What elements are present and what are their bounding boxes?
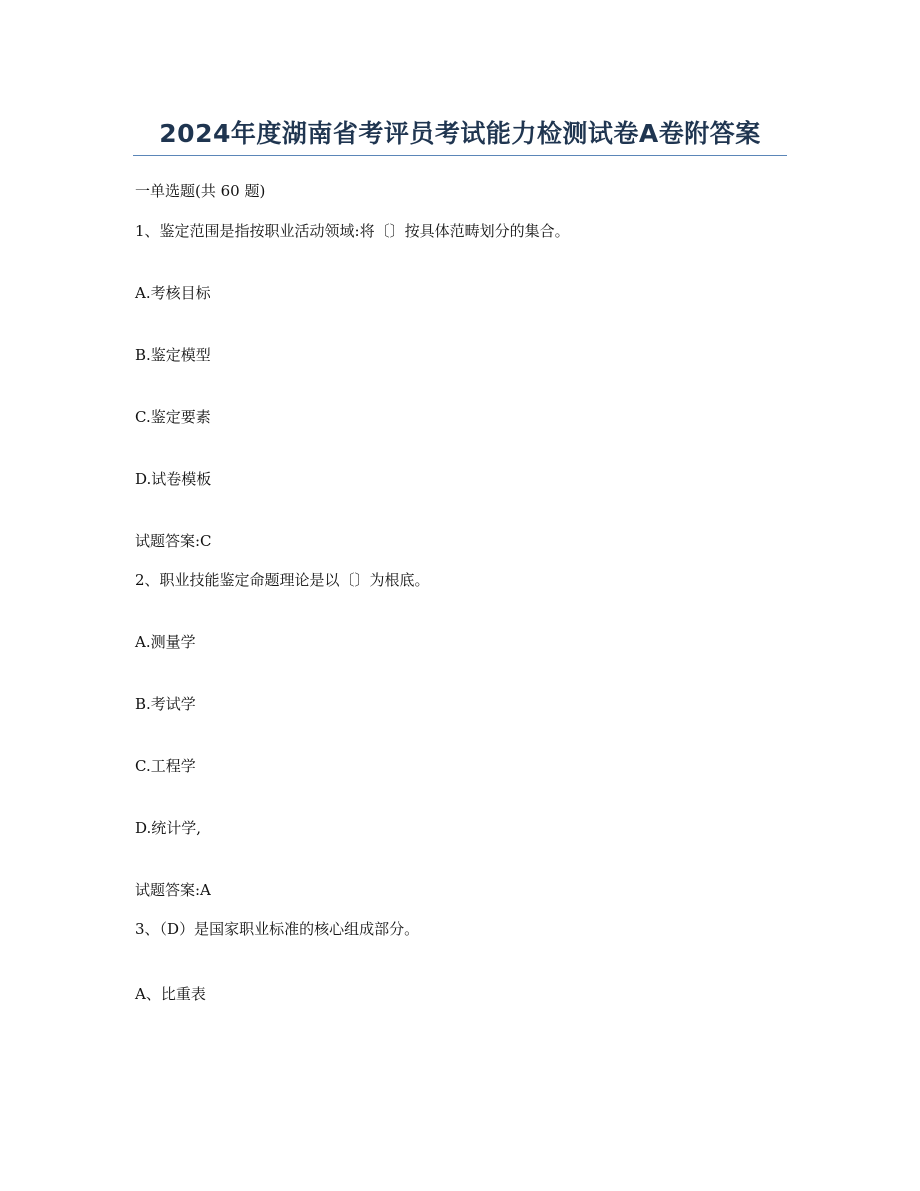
question-1-option-d: D.试卷模板 bbox=[135, 470, 212, 488]
question-3-option-a: A、比重表 bbox=[135, 985, 206, 1003]
question-3-stem: 3、（D）是国家职业标准的核心组成部分。 bbox=[135, 920, 420, 938]
question-2-answer: 试题答案:A bbox=[135, 881, 211, 899]
section-heading: 一单选题(共 60 题) bbox=[135, 182, 266, 200]
question-1-option-a: A.考核目标 bbox=[135, 284, 211, 302]
question-1-stem: 1、鉴定范围是指按职业活动领域:将〔〕按具体范畴划分的集合。 bbox=[135, 222, 570, 240]
question-2-stem: 2、职业技能鉴定命题理论是以〔〕为根底。 bbox=[135, 571, 430, 589]
question-2-option-a: A.测量学 bbox=[135, 633, 196, 651]
question-2-option-c: C.工程学 bbox=[135, 757, 196, 775]
question-2-option-d: D.统计学, bbox=[135, 819, 202, 837]
question-1-answer: 试题答案:C bbox=[135, 532, 212, 550]
title-divider bbox=[133, 155, 787, 156]
question-1-option-b: B.鉴定模型 bbox=[135, 346, 211, 364]
document-title: 2024年度湖南省考评员考试能力检测试卷A卷附答案 bbox=[159, 119, 761, 148]
question-1-option-c: C.鉴定要素 bbox=[135, 408, 211, 426]
question-2-option-b: B.考试学 bbox=[135, 695, 196, 713]
